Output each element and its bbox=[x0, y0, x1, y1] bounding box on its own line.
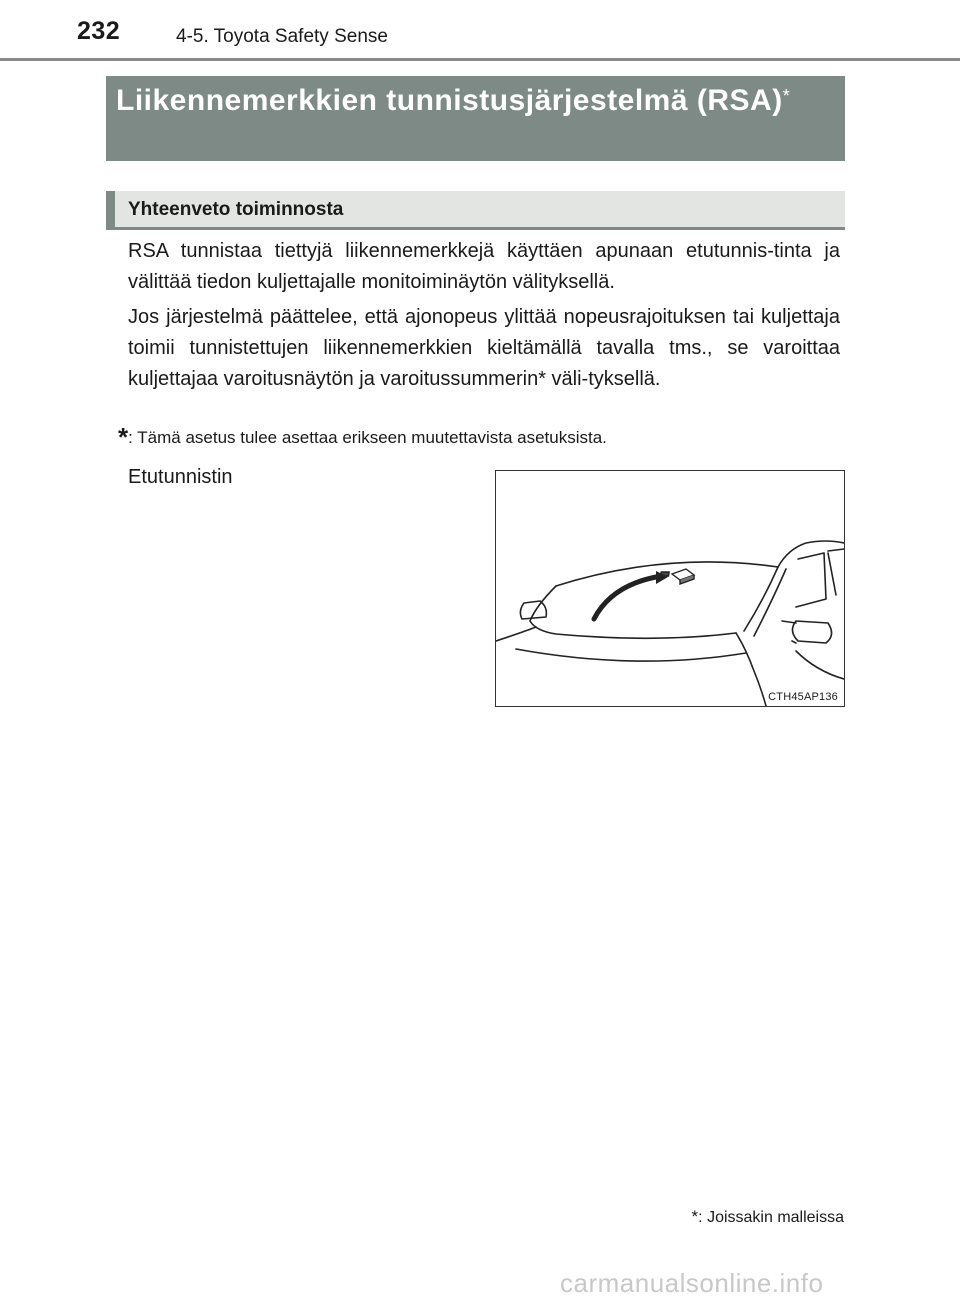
car-windshield-icon bbox=[496, 471, 844, 706]
figure-caption: Etutunnistin bbox=[128, 466, 233, 488]
setting-note bbox=[118, 422, 607, 453]
paragraph-overview: RSA tunnistaa tiettyjä liikennemerkkejä käyttäen apunaan etutunnis-tinta ja välittää tiedon kuljettajalle monitoiminäytön välityksellä. bbox=[128, 240, 840, 293]
subheading-accent bbox=[106, 191, 115, 230]
figure-code: CTH45AP136 bbox=[768, 691, 838, 703]
footnote-asterisk: * bbox=[691, 1207, 699, 1226]
title-asterisk: * bbox=[782, 86, 791, 106]
header-divider bbox=[0, 58, 960, 61]
title-banner bbox=[106, 76, 845, 161]
page-number: 232 bbox=[77, 17, 121, 45]
page-title-text: Liikennemerkkien tunnistusjärjestelmä (RSA) bbox=[116, 84, 783, 117]
section-label: 4-5. Toyota Safety Sense bbox=[176, 26, 388, 47]
page-title bbox=[116, 81, 836, 120]
paragraph-warning: Jos järjestelmä päättelee, että ajonopeus ylittää nopeusrajoituksen tai kuljettaja toimii tunnistettujen liikennemerkkien kieltämällä tavalla tms., se varoittaa kuljettajaa varoitusnäytön ja varoitussummerin* väli-tyksellä. bbox=[128, 306, 840, 390]
note-asterisk: * bbox=[118, 422, 129, 452]
note-text: : Tämä asetus tulee asettaa erikseen muutettavista asetuksista. bbox=[128, 428, 607, 447]
model-footnote bbox=[692, 1207, 844, 1227]
watermark: carmanualsonline.info bbox=[560, 1268, 824, 1298]
front-sensor-figure bbox=[495, 470, 845, 707]
subheading: Yhteenveto toiminnosta bbox=[128, 199, 344, 220]
footnote-text: : Joissakin malleissa bbox=[698, 1209, 844, 1226]
subheading-bar bbox=[106, 191, 845, 230]
